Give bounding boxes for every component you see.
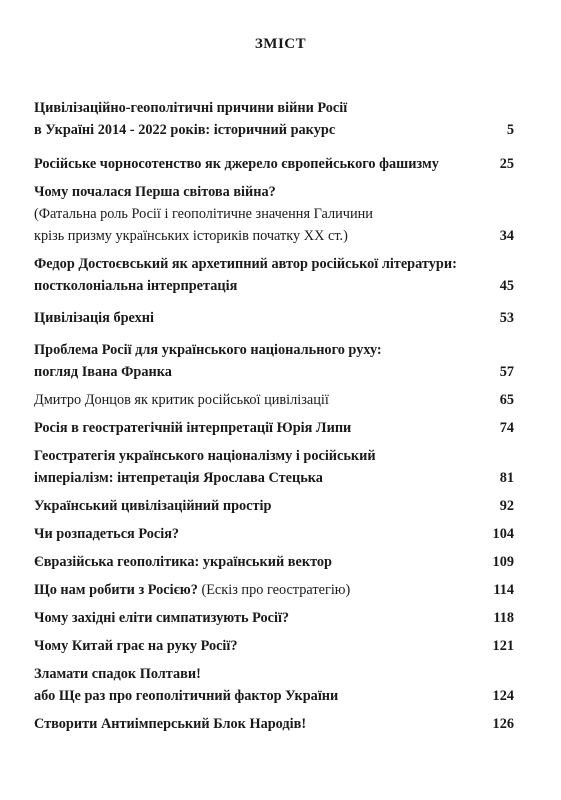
toc-entry-title-line: Проблема Росії для українського національного руху: bbox=[34, 342, 382, 358]
toc-entry-title-main: Що нам робити з Росією? bbox=[34, 582, 198, 598]
toc-entry-title-line: Український цивілізаційний простір bbox=[34, 498, 272, 514]
toc-entry bbox=[34, 607, 514, 629]
toc-page-number: 5 bbox=[506, 122, 514, 138]
toc-entry bbox=[34, 97, 514, 141]
toc-entry-title-line: в Україні 2014 - 2022 років: історичний ракурс bbox=[34, 122, 336, 138]
toc-entry-title-line: або Ще раз про геополітичний фактор України bbox=[34, 688, 339, 704]
toc-entry-title-line: Федор Достоєвський як архетипний автор російської літератури: bbox=[34, 256, 457, 272]
toc-entry-title-line: імперіалізм: інтепретація Ярослава Стецька bbox=[34, 470, 323, 486]
toc-entry bbox=[34, 579, 514, 601]
toc-page-number: 25 bbox=[499, 156, 514, 172]
toc-entry bbox=[34, 663, 514, 707]
table-of-contents bbox=[34, 97, 514, 735]
toc-entry-title-line: Чи розпадеться Росія? bbox=[34, 526, 180, 542]
toc-entry bbox=[34, 713, 514, 735]
toc-entry bbox=[34, 523, 514, 545]
toc-page-number: 126 bbox=[492, 716, 514, 732]
toc-entry-title-line: погляд Івана Франка bbox=[34, 364, 172, 380]
toc-page-number: 74 bbox=[499, 420, 514, 436]
toc-entry-title-line: Чому Китай грає на руку Росії? bbox=[34, 638, 238, 654]
toc-entry-title-line: Дмитро Донцов як критик російської цивілізації bbox=[34, 392, 329, 408]
toc-entry bbox=[34, 551, 514, 573]
toc-entry-title-line: Російське чорносотенство як джерело європейського фашизму bbox=[34, 156, 439, 172]
toc-entry-title-line: Створити Антиімперський Блок Народів! bbox=[34, 716, 307, 732]
toc-entry-title-line: Цивілізація брехні bbox=[34, 310, 154, 326]
toc-entry-inline-note: (Ескіз про геостратегію) bbox=[201, 582, 351, 598]
toc-page-number: 57 bbox=[499, 364, 514, 380]
toc-entry-title-line: Зламати спадок Полтави! bbox=[34, 666, 201, 682]
toc-page-number: 109 bbox=[492, 554, 514, 570]
toc-entry bbox=[34, 417, 514, 439]
toc-entry bbox=[34, 153, 514, 175]
toc-entry-title-line: Євразійська геополітика: український вектор bbox=[34, 554, 333, 570]
toc-page-number: 65 bbox=[499, 392, 514, 408]
toc-page-number: 104 bbox=[492, 526, 514, 542]
toc-entry bbox=[34, 181, 514, 247]
toc-page-number: 92 bbox=[499, 498, 514, 514]
toc-entry-subtitle-line: крізь призму українських істориків початку XX ст.) bbox=[34, 228, 348, 244]
toc-entry bbox=[34, 445, 514, 489]
toc-entry-subtitle-line: (Фатальна роль Росії і геополітичне значення Галичини bbox=[34, 206, 373, 222]
toc-entry bbox=[34, 307, 514, 329]
toc-entry-title-line: постколоніальна інтерпретація bbox=[34, 278, 238, 294]
toc-entry-title-line bbox=[34, 579, 474, 601]
toc-entry bbox=[34, 339, 514, 383]
toc-page-number: 53 bbox=[499, 310, 514, 326]
toc-page-number: 124 bbox=[492, 688, 514, 704]
toc-entry-title-line: Геостратегія українського націоналізму і російський bbox=[34, 448, 376, 464]
toc-entry bbox=[34, 253, 514, 297]
toc-entry-title-line: Чому почалася Перша світова війна? bbox=[34, 184, 276, 200]
toc-page-number: 45 bbox=[499, 278, 514, 294]
toc-page-number: 118 bbox=[493, 610, 514, 626]
toc-entry-title-line: Цивілізаційно-геополітичні причини війни Росії bbox=[34, 100, 348, 116]
toc-page-number: 34 bbox=[499, 228, 514, 244]
toc-page-number: 114 bbox=[493, 582, 514, 598]
toc-entry bbox=[34, 635, 514, 657]
toc-page-number: 121 bbox=[492, 638, 514, 654]
toc-entry bbox=[34, 389, 514, 411]
toc-entry-title-line: Чому західні еліти симпатизують Росії? bbox=[34, 610, 290, 626]
toc-entry-title-line: Росія в геостратегічній інтерпретації Юрія Липи bbox=[34, 420, 352, 436]
toc-page-number: 81 bbox=[499, 470, 514, 486]
toc-entry bbox=[34, 495, 514, 517]
page-title: ЗМІСТ bbox=[254, 36, 307, 52]
